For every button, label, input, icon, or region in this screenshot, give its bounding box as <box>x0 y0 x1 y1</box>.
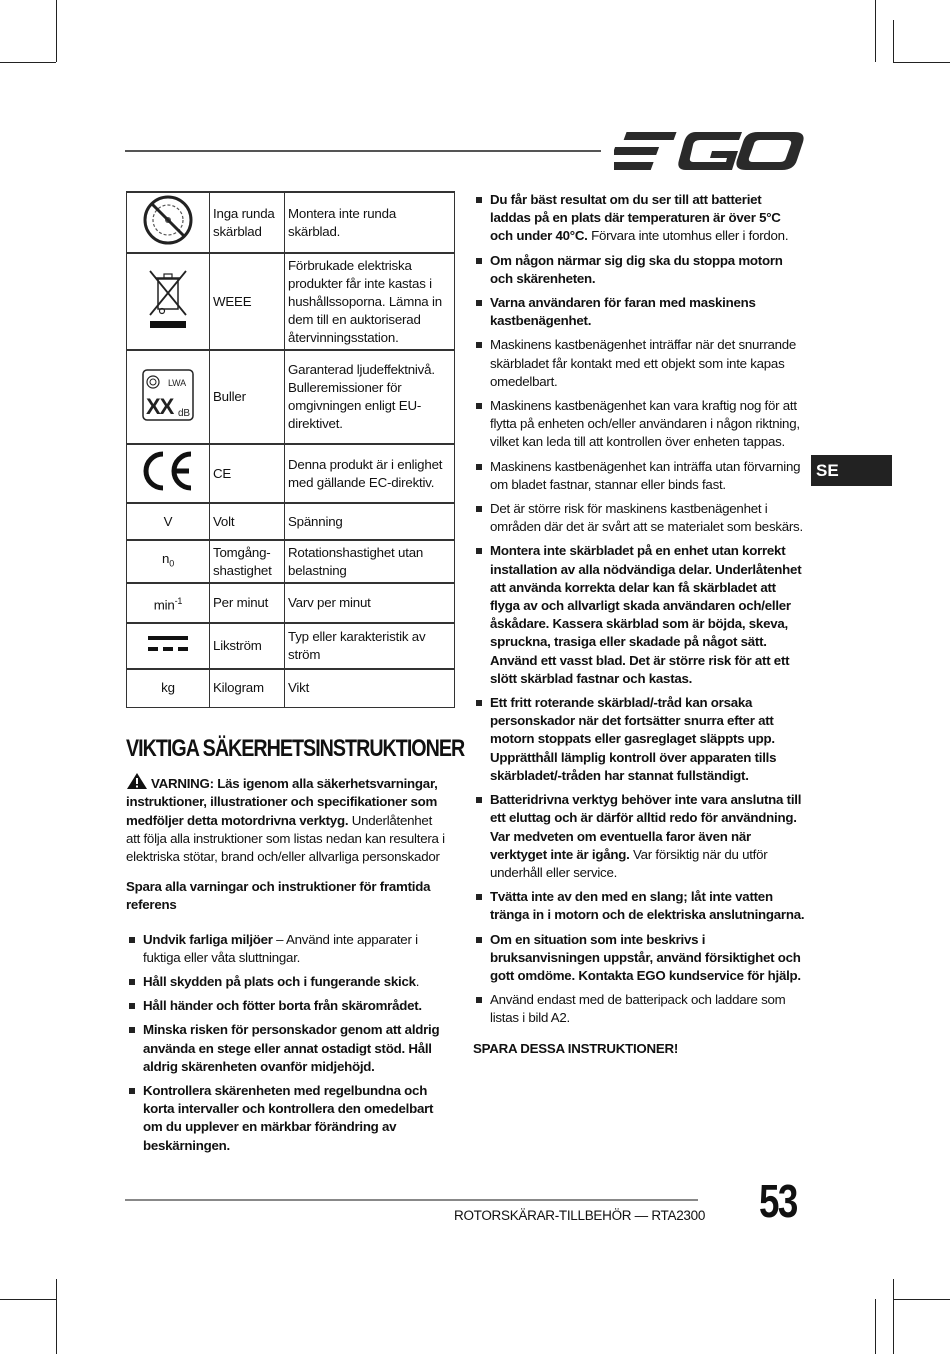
crop-mark <box>875 1299 876 1354</box>
crop-mark <box>893 1279 894 1354</box>
list-item <box>126 931 446 967</box>
bullet-bold: Batteridrivna verktyg behöver inte vara anslutna till ett eluttag och är därför alltid redo för användning. Var medveten om eventuella faror även när verktyget inte är igång. <box>490 792 802 862</box>
list-item <box>126 997 446 1015</box>
list-item <box>473 191 805 246</box>
bullet-bold: Om en situation som inte beskrivs i bruksanvisningen uppstår, använd försiktighet och gott omdöme. Kontakta EGO kundservice för hjälp. <box>490 931 801 983</box>
weee-bin-icon <box>146 267 190 331</box>
right-column <box>473 191 805 1058</box>
save-note: Spara alla varningar och instruktioner för framtida referens <box>126 879 431 913</box>
symbol-text: min <box>153 597 175 613</box>
bullet-bold: Minska risken för personskador genom att aldrig använda en stege eller annat ostadigt stöd. Håll aldrig skärenheten ovanför midjehöjd. <box>143 1022 440 1074</box>
noise-lwa-label: LWA <box>168 377 186 388</box>
symbol-name: Volt <box>210 503 285 540</box>
symbol-desc: Rotationshastighet utan belastning <box>285 540 455 583</box>
symbol-name: Likström <box>210 623 285 669</box>
list-item <box>473 694 805 785</box>
symbol-name: Buller <box>210 350 285 444</box>
crop-mark <box>893 62 950 63</box>
list-item <box>473 500 805 536</box>
symbol-name: Tomgång-shastighet <box>210 540 285 583</box>
left-bullet-list <box>126 931 446 1155</box>
table-row <box>127 444 455 503</box>
bullet-text: Var försiktig när du utför underhåll eller service. <box>490 846 768 880</box>
list-item <box>473 397 805 452</box>
right-bullet-list <box>473 191 805 1028</box>
crop-mark <box>875 0 876 62</box>
crop-mark <box>0 62 56 63</box>
table-row <box>127 350 455 444</box>
bullet-bold: Håll händer och fötter borta från skärområdet. <box>143 998 422 1014</box>
list-item <box>473 458 805 494</box>
footer-rule <box>125 1199 698 1201</box>
bullet-bold: Montera inte skärbladet på en enhet utan korrekt installation av alla nödvändiga delar. Underlåtenhet att använda korrekta delar kan få skärbladet att flyga av och allvarligt skada användaren och/eller åskådare. Kassera skärblad som är böjda, skeva, spruckna, trasiga eller skadade på något sätt. Använd ett vasst blad. Det är större risk för att ett slött skärblad fastnar och kastas. <box>490 543 802 686</box>
page-number: 53 <box>759 1175 797 1227</box>
bullet-bold: Varna användaren för faran med maskinens kastbenägenhet. <box>490 295 756 329</box>
warning-triangle-icon <box>126 772 148 790</box>
bullet-text: – Använd inte apparater i fuktiga eller våta sluttningar. <box>143 931 418 965</box>
list-item <box>126 1021 446 1076</box>
warning-text: Underlåtenhet att följa alla instruktioner som listas nedan kan resultera i elektriska stötar, brand och/eller allvarliga personskador <box>126 812 445 865</box>
crop-mark <box>893 1299 950 1300</box>
table-row <box>127 540 455 583</box>
closing-note: SPARA DESSA INSTRUKTIONER! <box>473 1040 679 1056</box>
symbol-superscript: -1 <box>174 595 183 606</box>
symbols-table <box>126 191 455 708</box>
symbol-desc: Vikt <box>285 669 455 707</box>
symbol-desc: Typ eller karakteristik av ström <box>285 623 455 669</box>
crop-mark <box>56 1279 57 1354</box>
symbol-cell <box>127 350 210 444</box>
ego-logo <box>614 128 804 174</box>
table-row <box>127 583 455 623</box>
list-item <box>473 791 805 882</box>
table-row <box>127 503 455 540</box>
language-tab: SE <box>811 455 892 486</box>
symbol-cell <box>127 444 210 503</box>
list-item <box>473 336 805 391</box>
symbol-name: Per minut <box>210 583 285 623</box>
list-item <box>473 252 805 288</box>
bullet-bold: Håll skydden på plats och i fungerande skick <box>143 974 416 990</box>
symbol-desc: Varv per minut <box>285 583 455 623</box>
table-row <box>127 253 455 350</box>
symbol-desc: Förbrukade elektriska produkter får inte kastas i hushållssoporna. Lämna in dem till en auktoriserad återvinningsstation. <box>285 253 455 350</box>
warning-label: VARNING: <box>151 776 214 792</box>
symbol-text: n <box>161 551 170 567</box>
symbol-cell <box>127 253 210 350</box>
symbol-cell: V <box>127 503 210 540</box>
warning-bold-text: Läs igenom alla säkerhetsvarningar, instruktioner, illustrationer och specifikationer som medföljer detta motordrivna verktyg. <box>126 776 438 828</box>
bullet-bold: Du får bäst resultat om du ser till att batteriet laddas på en plats där temperaturen är över 5°C och under 40°C. <box>490 192 781 244</box>
table-row <box>127 669 455 707</box>
noise-unit: dB <box>178 407 190 419</box>
symbol-name: Kilogram <box>210 669 285 707</box>
crop-mark <box>0 1299 56 1300</box>
no-round-blades-icon <box>142 194 194 246</box>
bullet-text: Använd endast med de batteripack och laddare som listas i bild A2. <box>490 992 786 1026</box>
symbol-desc: Garanterad ljudeffektnivå. Bulleremissioner för omgivningen enligt EU-direktivet. <box>285 350 455 444</box>
symbol-cell <box>127 583 210 623</box>
footer-title: ROTORSKÄRAR-TILLBEHÖR — RTA2300 <box>454 1208 706 1223</box>
list-item <box>473 991 805 1027</box>
crop-mark <box>893 20 894 62</box>
symbol-cell <box>127 540 210 583</box>
bullet-text: Maskinens kastbenägenhet inträffar när det snurrande skärbladet får kontakt med ett objekt som inte kapas omedelbart. <box>490 337 797 389</box>
symbol-name: Inga runda skärblad <box>210 192 285 253</box>
bullet-text: . <box>415 974 420 990</box>
list-item <box>126 1082 446 1155</box>
crop-mark <box>56 0 57 62</box>
bullet-bold: Ett fritt roterande skärblad/-tråd kan orsaka personskador när det fortsätter snurra efter att motorn stoppats eller gasreglaget släppts upp. Upprätthåll lämplig kontroll över apparaten tills skärbladet/-tråden har stannat fullständigt. <box>490 695 777 783</box>
noise-value: XX <box>146 393 174 419</box>
bullet-text: Maskinens kastbenägenhet kan inträffa utan förvarning om bladet fastnar, stannar eller binds fast. <box>490 458 801 492</box>
symbol-name: CE <box>210 444 285 503</box>
symbol-subscript: 0 <box>169 558 174 569</box>
bullet-bold: Kontrollera skärenheten med regelbundna och korta intervaller och kontrollera den omedelbart om du upplever en märkbar förändring av beskärningen. <box>143 1083 434 1153</box>
bullet-text: Maskinens kastbenägenhet kan vara kraftig nog för att flytta på enheten och/eller användaren i någon riktning, vilket kan leda till att kontrollen över enheten tappas. <box>490 398 800 450</box>
header-rule <box>125 150 601 152</box>
bullet-bold: Undvik farliga miljöer <box>143 931 273 947</box>
section-title: VIKTIGA SÄKERHETSINSTRUKTIONER <box>126 735 465 762</box>
warning-paragraph <box>126 772 446 866</box>
symbol-cell <box>127 192 210 253</box>
symbol-desc: Spänning <box>285 503 455 540</box>
table-row <box>127 623 455 669</box>
list-item <box>473 542 805 688</box>
list-item <box>473 888 805 924</box>
left-column <box>126 735 465 1161</box>
symbol-desc: Denna produkt är i enlighet med gällande EC-direktiv. <box>285 444 455 503</box>
bullet-bold: Om någon närmar sig dig ska du stoppa motorn och skärenheten. <box>490 252 783 286</box>
bullet-text: Det är större risk för maskinens kastbenägenhet i områden där det är svårt att se materialet som beskärs. <box>490 501 803 535</box>
noise-lwa-icon <box>142 369 194 421</box>
list-item <box>126 973 446 991</box>
list-item <box>473 294 805 330</box>
symbol-cell: kg <box>127 669 210 707</box>
table-row <box>127 192 455 253</box>
bullet-text: Förvara inte utomhus eller i fordon. <box>587 228 789 244</box>
symbol-desc: Montera inte runda skärblad. <box>285 192 455 253</box>
bullet-bold: Tvätta inte av den med en slang; låt inte vatten tränga in i motorn och de elektriska anslutningarna. <box>490 889 805 923</box>
direct-current-icon <box>146 633 190 655</box>
symbol-name: WEEE <box>210 253 285 350</box>
list-item <box>473 931 805 986</box>
ce-mark-icon <box>139 449 197 493</box>
symbol-cell <box>127 623 210 669</box>
